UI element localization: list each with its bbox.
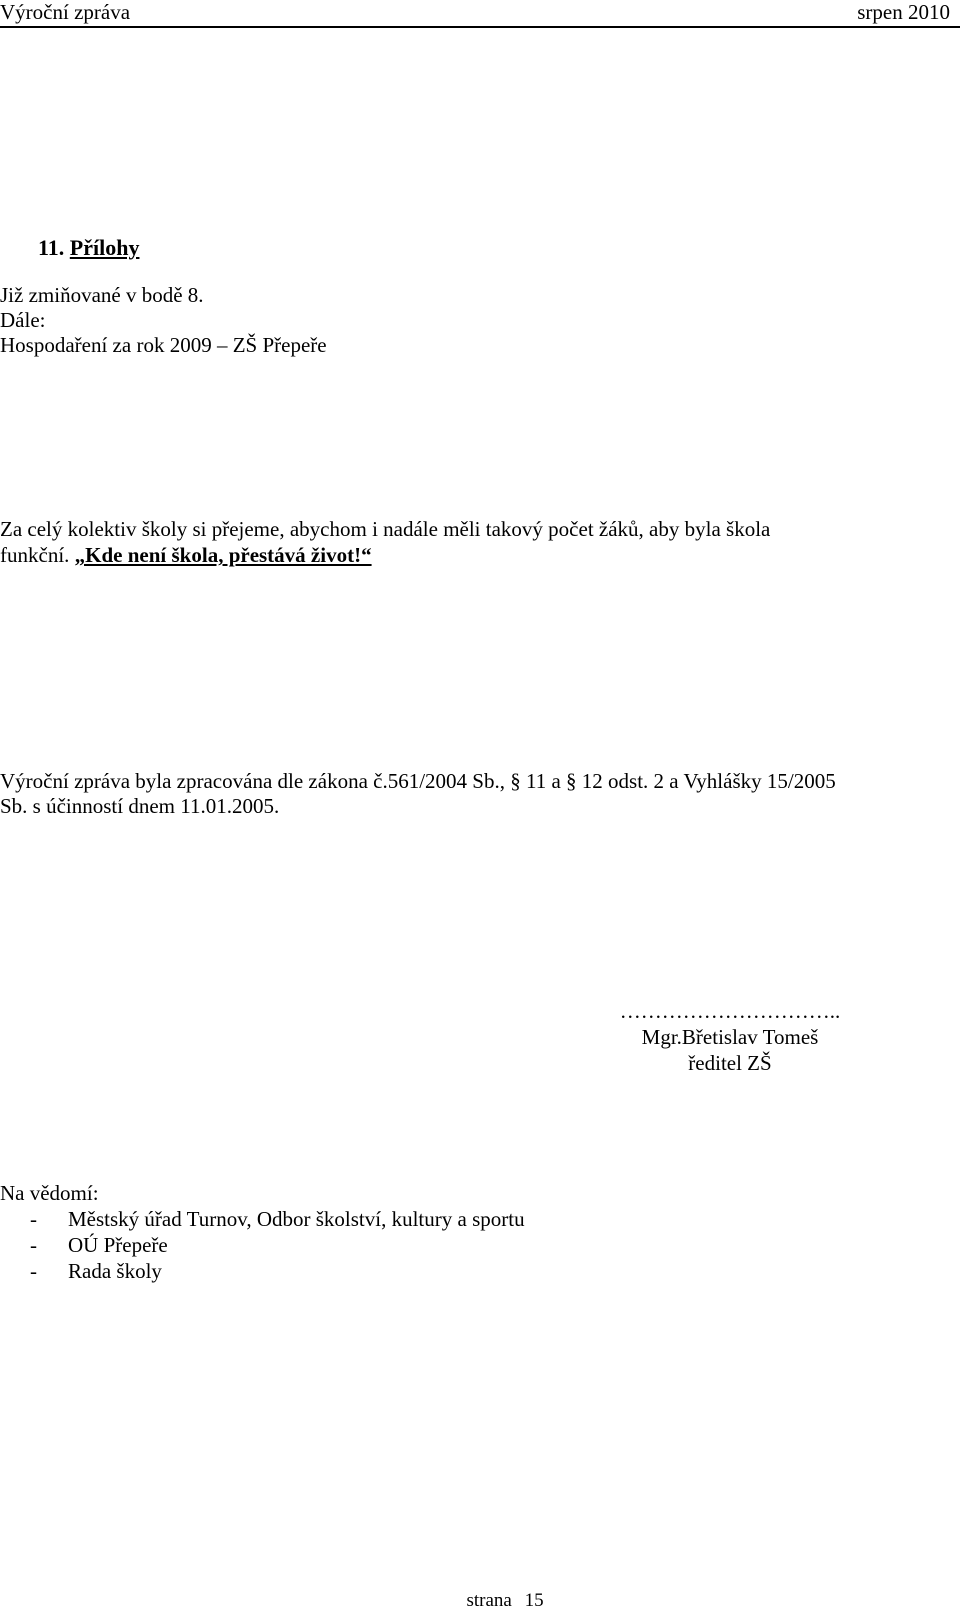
intro-line-1: Již zmiňované v bodě 8.: [0, 283, 204, 307]
notice-dash-1: -: [30, 1207, 37, 1231]
notice-item-2: OÚ Přepeře: [68, 1233, 168, 1257]
signature-role: ředitel ZŠ: [688, 1051, 772, 1075]
wish-line-2-start: funkční.: [0, 543, 70, 567]
wish-line-2: [0, 542, 372, 568]
header-title: Výroční zpráva: [0, 0, 131, 24]
wish-line-1: Za celý kolektiv školy si přejeme, abychom i nadále měli takový počet žáků, aby byla škola: [0, 517, 771, 541]
notice-dash-2: -: [30, 1233, 37, 1257]
legal-line-1: Výroční zpráva byla zpracována dle zákona č.561/2004 Sb., § 11 a § 12 odst. 2 a Vyhlášky 15/2005: [0, 769, 836, 793]
intro-line-3: Hospodaření za rok 2009 – ZŠ Přepeře: [0, 333, 327, 357]
header-date: srpen 2010: [857, 0, 950, 24]
footer-label: strana: [466, 1590, 512, 1611]
section-number: 11.: [38, 235, 65, 260]
header-divider: [0, 26, 960, 28]
notice-dash-3: -: [30, 1259, 37, 1283]
intro-line-2: Dále:: [0, 308, 46, 332]
notice-heading: Na vědomí:: [0, 1181, 99, 1205]
signature-name: Mgr.Břetislav Tomeš: [641, 1025, 819, 1049]
page-footer: [0, 1590, 960, 1612]
section-title: [38, 235, 139, 261]
signature-dots: …………………………..: [619, 999, 841, 1023]
legal-line-2: Sb. s účinností dnem 11.01.2005.: [0, 794, 280, 818]
notice-item-1: Městský úřad Turnov, Odbor školství, kultury a sportu: [68, 1207, 525, 1231]
motto-quote: „Kde není škola, přestává život!“: [74, 543, 372, 567]
page-number: 15: [524, 1590, 544, 1611]
section-title-text: Přílohy: [69, 235, 140, 260]
notice-item-3: Rada školy: [68, 1259, 162, 1283]
